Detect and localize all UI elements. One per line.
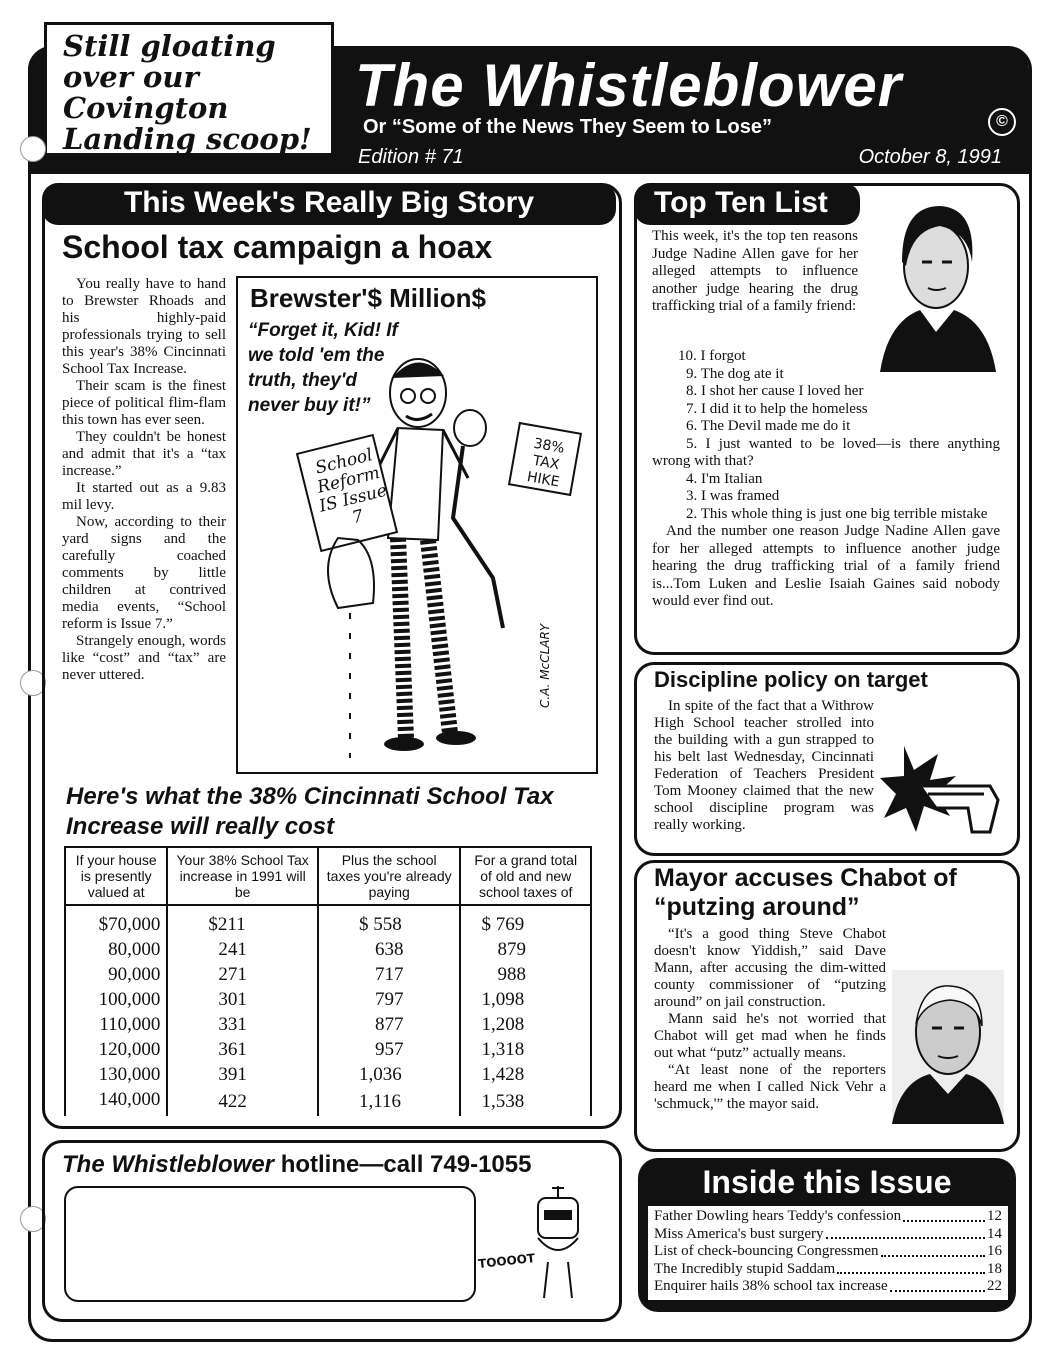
table-row [65, 1087, 591, 1116]
table-cell: 717 [318, 962, 461, 987]
whistle-robot-icon [478, 1178, 600, 1308]
table-cell: 140,000 [65, 1087, 167, 1116]
table-cell: 1,318 [460, 1037, 591, 1062]
story-paragraph: It started out as a 9.83 mil levy. [62, 480, 226, 513]
list-item: 8. I shot her cause I loved her [686, 383, 864, 399]
tax-col-header: Your 38% School Tax increase in 1991 will be [167, 847, 318, 905]
table-cell: 301 [167, 987, 318, 1012]
table-cell: 130,000 [65, 1062, 167, 1087]
copyright-icon: © [988, 108, 1016, 136]
big-story-banner: This Week's Really Big Story [42, 183, 616, 225]
toc-entry[interactable] [654, 1243, 1002, 1261]
issue-date: October 8, 1991 [858, 146, 1002, 168]
inside-issue-banner: Inside this Issue [702, 1164, 952, 1200]
toc-title: Father Dowling hears Teddy's confession [654, 1208, 902, 1224]
story-paragraph: Strangely enough, words like “cost” and “tax” are never uttered. [62, 633, 226, 683]
tax-col-header: Plus the school taxes you're already paying [318, 847, 461, 905]
table-cell: 1,036 [318, 1062, 461, 1087]
cartoon-caption: “Forget it, Kid! If we told 'em the truth, they'd never buy it!” [248, 320, 398, 416]
table-cell: 1,428 [460, 1062, 591, 1087]
list-item: 9. The dog ate it [686, 365, 784, 382]
list-item: 10. I forgot [678, 348, 746, 364]
table-cell: 90,000 [65, 962, 167, 987]
table-cell: 331 [167, 1012, 318, 1037]
big-story-body [62, 276, 226, 684]
story-paragraph: They couldn't be honest and admit that it's a “tax increase.” [62, 429, 226, 479]
table-row [65, 962, 591, 987]
table-cell: 797 [318, 987, 461, 1012]
table-cell: 120,000 [65, 1037, 167, 1062]
toc-page: 16 [987, 1243, 1002, 1259]
table-cell: 957 [318, 1037, 461, 1062]
cartoon-sign-right: 38% TAX HIKE [525, 435, 566, 491]
toc-entry[interactable] [654, 1226, 1002, 1244]
list-item: 5. I just wanted to be loved—is there anything wrong with that? [652, 435, 1000, 469]
table-cell: $ 769 [460, 905, 591, 937]
table-cell: 80,000 [65, 937, 167, 962]
table-cell: 361 [167, 1037, 318, 1062]
mayor-photo [892, 970, 1004, 1124]
toc-page: 12 [987, 1208, 1002, 1224]
table-row [65, 1012, 591, 1037]
hotline-message-field[interactable] [64, 1186, 476, 1302]
table-cell: $211 [167, 905, 318, 937]
judge-photo [876, 192, 1000, 372]
toc-title: List of check-bouncing Congressmen [654, 1243, 879, 1259]
toc-title: Enquirer hails 38% school tax increase [654, 1278, 888, 1294]
table-row [65, 1037, 591, 1062]
table-cell: 422 [167, 1087, 318, 1116]
table-cell: 1,538 [460, 1087, 591, 1116]
table-cell: 391 [167, 1062, 318, 1087]
story-paragraph: Now, according to their yard signs and the carefully coached comments by little children at contrived media events, “School reform is Issue 7.” [62, 514, 226, 632]
table-cell: 1,208 [460, 1012, 591, 1037]
table-cell: 879 [460, 937, 591, 962]
mayor-body [654, 926, 1004, 1124]
table-row [65, 937, 591, 962]
table-row [65, 1062, 591, 1087]
toc-page: 18 [987, 1260, 1002, 1277]
whistle-sound: TOOOOT [477, 1251, 536, 1271]
mayor-paragraph: “At least none of the reporters heard me when I called Nick Vehr a 'schmuck,'” the mayor said. [654, 1062, 886, 1112]
tax-col-header: If your house is presently valued at [65, 847, 167, 905]
big-story-headline: School tax campaign a hoax [62, 229, 493, 265]
table-cell: 271 [167, 962, 318, 987]
table-cell: $ 558 [318, 905, 461, 937]
toc-entry[interactable] [654, 1208, 1002, 1226]
table-cell: 1,116 [318, 1087, 461, 1116]
table-row [65, 905, 591, 937]
hotline-name: The Whistleblower [62, 1151, 275, 1178]
list-item: 7. I did it to help the homeless [686, 400, 868, 417]
discipline-body [654, 698, 1000, 842]
table-cell: 241 [167, 937, 318, 962]
table-cell: 877 [318, 1012, 461, 1037]
top-ten-outro: And the number one reason Judge Nadine Allen gave for her alleged attempts to influence another judge hearing the drug trafficking trial of a family friend is...Tom Luken and Leslie Isaiah Gaines said nobody would ever find out. [652, 523, 1000, 609]
mayor-headline: Mayor accuses Chabot of “putzing around” [654, 864, 957, 921]
table-cell: 638 [318, 937, 461, 962]
table-cell: 100,000 [65, 987, 167, 1012]
list-item: 3. I was framed [686, 488, 780, 504]
top-ten-banner: Top Ten List [634, 183, 860, 225]
hotline-label [62, 1150, 531, 1180]
gun-icon [880, 746, 1000, 834]
binder-hole-icon [20, 136, 46, 162]
toc-title: Miss America's bust surgery [654, 1225, 824, 1242]
top-ten-intro: This week, it's the top ten reasons Judge Nadine Allen gave for her alleged attempts to influence another judge hearing the drug trafficking trial of a family friend: [652, 228, 858, 314]
inside-issue-list [648, 1206, 1008, 1300]
table-cell: $70,000 [65, 905, 167, 937]
mayor-paragraph: “It's a good thing Steve Chabot doesn't know Yiddish,” said Dave Mann, after accusing the dim-witted county commissioner of “putzing around” on jail construction. [654, 926, 886, 1010]
list-item: 4. I'm Italian [686, 470, 763, 487]
story-paragraph: Their scam is the finest piece of political flim-flam this town has ever seen. [62, 378, 226, 428]
gloat-box: Still gloating over our Covington Landing scoop! [44, 22, 334, 156]
hotline-number: hotline—call 749-1055 [280, 1151, 532, 1178]
list-item: 6. The Devil made me do it [686, 418, 851, 434]
discipline-text: In spite of the fact that a Withrow High School teacher strolled into the building with a gun strapped to his belt last Wednesday, Cincinnati Federation of Teachers President Tom Mooney claimed that the new school discipline program was really working. [654, 698, 874, 833]
cartoon-panel [236, 276, 598, 774]
table-cell: 988 [460, 962, 591, 987]
toc-page: 14 [987, 1225, 1002, 1242]
mayor-paragraph: Mann said he's not worried that Chabot will get mad when he finds out what “putz” actually means. [654, 1011, 886, 1061]
story-paragraph: You really have to hand to Brewster Rhoads and his highly-paid professionals trying to sell this year's 38% Cincinnati School Tax Increase. [62, 276, 226, 377]
cartoon-sign-left: School Reform IS Issue 7 [313, 445, 390, 529]
list-item: 2. This whole thing is just one big terrible mistake [686, 505, 988, 522]
masthead-subtitle: Or “Some of the News They Seem to Lose” [363, 116, 772, 138]
masthead-title: The Whistleblower [355, 52, 903, 119]
toc-title: The Incredibly stupid Saddam [654, 1260, 836, 1277]
table-cell: 1,098 [460, 987, 591, 1012]
cartoon-artist-signature: C.A. McCLARY [538, 623, 552, 708]
toc-page: 22 [987, 1278, 1002, 1294]
table-row [65, 987, 591, 1012]
top-ten-items [652, 348, 1000, 611]
tax-table-title: Here's what the 38% Cincinnati School Tax Increase will really cost [66, 783, 554, 840]
cartoon-title: Brewster'$ Million$ [250, 283, 486, 313]
tax-col-header: For a grand total of old and new school taxes of [460, 847, 591, 905]
toc-entry[interactable] [654, 1261, 1002, 1279]
tax-cost-table [64, 846, 592, 1116]
edition-number: Edition # 71 [358, 146, 464, 168]
table-cell: 110,000 [65, 1012, 167, 1037]
discipline-headline: Discipline policy on target [654, 667, 928, 692]
toc-entry[interactable] [654, 1278, 1002, 1296]
